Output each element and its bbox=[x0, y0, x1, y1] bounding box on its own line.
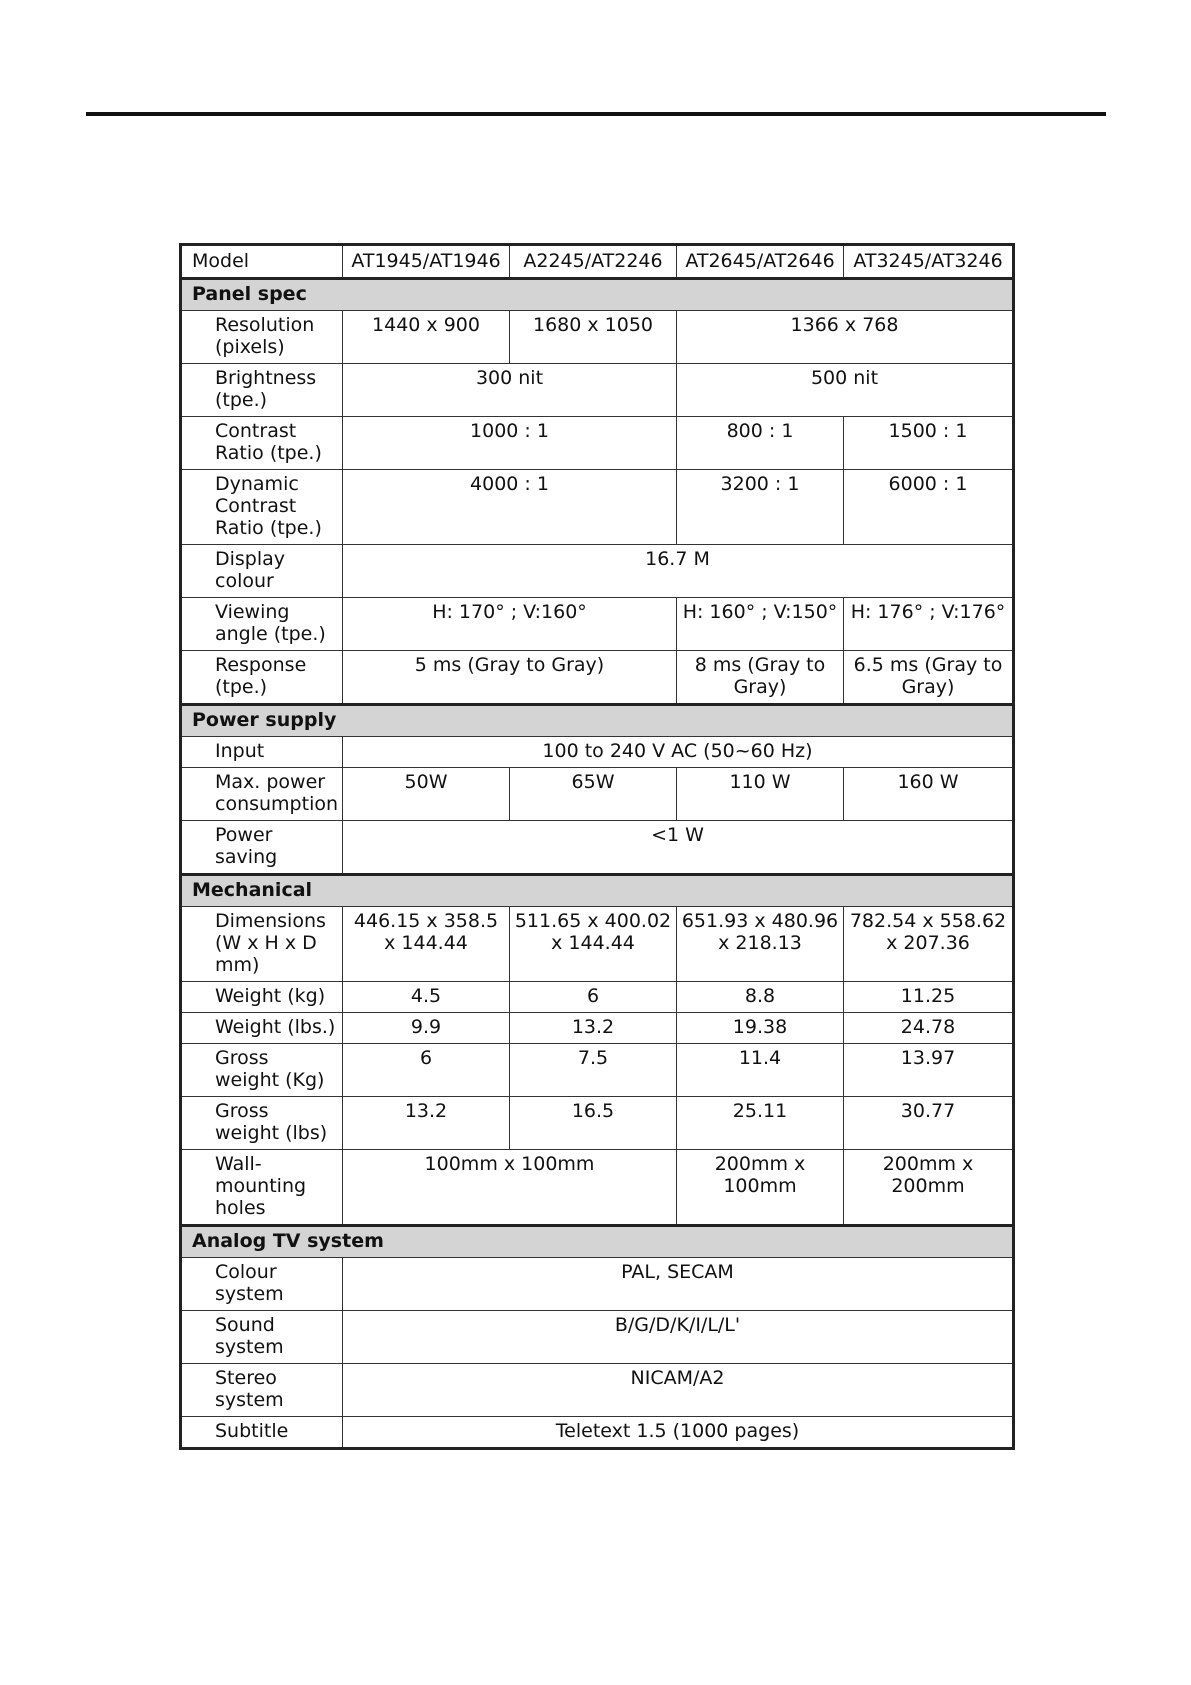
spec-label: Weight (kg) bbox=[181, 982, 343, 1013]
spec-row bbox=[181, 545, 1014, 598]
spec-value: 30.77 bbox=[844, 1097, 1014, 1150]
section-title: Panel spec bbox=[181, 279, 1014, 311]
spec-value: 1680 x 1050 bbox=[510, 311, 677, 364]
spec-label: Max. power consumption bbox=[181, 768, 343, 821]
spec-value: 500 nit bbox=[677, 364, 1014, 417]
spec-label: Resolution (pixels) bbox=[181, 311, 343, 364]
spec-value: 1000 : 1 bbox=[343, 417, 677, 470]
spec-value: 1500 : 1 bbox=[844, 417, 1014, 470]
spec-value: B/G/D/K/I/L/L' bbox=[343, 1311, 1014, 1364]
spec-label: Dimensions (W x H x D mm) bbox=[181, 907, 343, 982]
spec-row bbox=[181, 1044, 1014, 1097]
spec-label: Brightness (tpe.) bbox=[181, 364, 343, 417]
spec-value: <1 W bbox=[343, 821, 1014, 875]
spec-value: 8.8 bbox=[677, 982, 844, 1013]
section-title: Power supply bbox=[181, 705, 1014, 737]
spec-value: 7.5 bbox=[510, 1044, 677, 1097]
spec-value: 782.54 x 558.62 x 207.36 bbox=[844, 907, 1014, 982]
spec-label: Input bbox=[181, 737, 343, 768]
spec-row bbox=[181, 737, 1014, 768]
spec-row bbox=[181, 364, 1014, 417]
spec-row bbox=[181, 651, 1014, 705]
spec-label: Gross weight (Kg) bbox=[181, 1044, 343, 1097]
spec-table-body bbox=[181, 245, 1014, 1449]
spec-row bbox=[181, 1311, 1014, 1364]
spec-label: Gross weight (lbs) bbox=[181, 1097, 343, 1150]
spec-value: 4.5 bbox=[343, 982, 510, 1013]
spec-value: 13.2 bbox=[510, 1013, 677, 1044]
spec-label: Sound system bbox=[181, 1311, 343, 1364]
spec-value: 11.25 bbox=[844, 982, 1014, 1013]
model-name: A2245/AT2246 bbox=[510, 245, 677, 279]
spec-row bbox=[181, 1258, 1014, 1311]
spec-value: PAL, SECAM bbox=[343, 1258, 1014, 1311]
spec-row bbox=[181, 598, 1014, 651]
spec-value: 13.2 bbox=[343, 1097, 510, 1150]
spec-value: 1366 x 768 bbox=[677, 311, 1014, 364]
spec-label: Power saving bbox=[181, 821, 343, 875]
spec-value: 651.93 x 480.96 x 218.13 bbox=[677, 907, 844, 982]
spec-value: 6 bbox=[343, 1044, 510, 1097]
model-name: AT3245/AT3246 bbox=[844, 245, 1014, 279]
spec-value: 800 : 1 bbox=[677, 417, 844, 470]
spec-value: 446.15 x 358.5 x 144.44 bbox=[343, 907, 510, 982]
spec-value: 50W bbox=[343, 768, 510, 821]
spec-table bbox=[179, 243, 1015, 1450]
spec-value: 5 ms (Gray to Gray) bbox=[343, 651, 677, 705]
spec-label: Colour system bbox=[181, 1258, 343, 1311]
spec-value: 13.97 bbox=[844, 1044, 1014, 1097]
model-row bbox=[181, 245, 1014, 279]
spec-row bbox=[181, 768, 1014, 821]
spec-value: 19.38 bbox=[677, 1013, 844, 1044]
spec-value: 160 W bbox=[844, 768, 1014, 821]
section-header-row bbox=[181, 279, 1014, 311]
spec-row bbox=[181, 1150, 1014, 1226]
model-name: AT1945/AT1946 bbox=[343, 245, 510, 279]
spec-value: 24.78 bbox=[844, 1013, 1014, 1044]
spec-value: 65W bbox=[510, 768, 677, 821]
spec-value: 4000 : 1 bbox=[343, 470, 677, 545]
section-header-row bbox=[181, 705, 1014, 737]
spec-row bbox=[181, 1364, 1014, 1417]
model-name: AT2645/AT2646 bbox=[677, 245, 844, 279]
spec-value: 100mm x 100mm bbox=[343, 1150, 677, 1226]
spec-label: Viewing angle (tpe.) bbox=[181, 598, 343, 651]
spec-row bbox=[181, 1417, 1014, 1449]
spec-value: 511.65 x 400.02 x 144.44 bbox=[510, 907, 677, 982]
spec-row bbox=[181, 470, 1014, 545]
spec-label: Response (tpe.) bbox=[181, 651, 343, 705]
spec-label: Wall-mounting holes bbox=[181, 1150, 343, 1226]
spec-value: 6 bbox=[510, 982, 677, 1013]
spec-label: Weight (lbs.) bbox=[181, 1013, 343, 1044]
spec-value: NICAM/A2 bbox=[343, 1364, 1014, 1417]
spec-row bbox=[181, 907, 1014, 982]
spec-value: 100 to 240 V AC (50~60 Hz) bbox=[343, 737, 1014, 768]
spec-value: H: 160° ; V:150° bbox=[677, 598, 844, 651]
section-title: Analog TV system bbox=[181, 1226, 1014, 1258]
spec-value: 16.7 M bbox=[343, 545, 1014, 598]
spec-value: 3200 : 1 bbox=[677, 470, 844, 545]
spec-value: 200mm x 100mm bbox=[677, 1150, 844, 1226]
spec-value: 16.5 bbox=[510, 1097, 677, 1150]
spec-value: H: 176° ; V:176° bbox=[844, 598, 1014, 651]
spec-label: Dynamic Contrast Ratio (tpe.) bbox=[181, 470, 343, 545]
spec-value: 6000 : 1 bbox=[844, 470, 1014, 545]
spec-label: Subtitle bbox=[181, 1417, 343, 1449]
spec-row bbox=[181, 821, 1014, 875]
spec-value: 1440 x 900 bbox=[343, 311, 510, 364]
spec-label: Stereo system bbox=[181, 1364, 343, 1417]
section-title: Mechanical bbox=[181, 875, 1014, 907]
spec-value: 110 W bbox=[677, 768, 844, 821]
section-header-row bbox=[181, 875, 1014, 907]
spec-value: 9.9 bbox=[343, 1013, 510, 1044]
spec-value: 200mm x 200mm bbox=[844, 1150, 1014, 1226]
spec-row bbox=[181, 311, 1014, 364]
spec-row bbox=[181, 417, 1014, 470]
spec-value: Teletext 1.5 (1000 pages) bbox=[343, 1417, 1014, 1449]
spec-value: 6.5 ms (Gray to Gray) bbox=[844, 651, 1014, 705]
model-label: Model bbox=[181, 245, 343, 279]
spec-row bbox=[181, 982, 1014, 1013]
spec-row bbox=[181, 1097, 1014, 1150]
spec-label: Display colour bbox=[181, 545, 343, 598]
spec-label: Contrast Ratio (tpe.) bbox=[181, 417, 343, 470]
spec-value: 8 ms (Gray to Gray) bbox=[677, 651, 844, 705]
section-header-row bbox=[181, 1226, 1014, 1258]
top-rule bbox=[86, 112, 1106, 116]
spec-value: 25.11 bbox=[677, 1097, 844, 1150]
spec-value: 11.4 bbox=[677, 1044, 844, 1097]
spec-value: 300 nit bbox=[343, 364, 677, 417]
spec-value: H: 170° ; V:160° bbox=[343, 598, 677, 651]
spec-row bbox=[181, 1013, 1014, 1044]
